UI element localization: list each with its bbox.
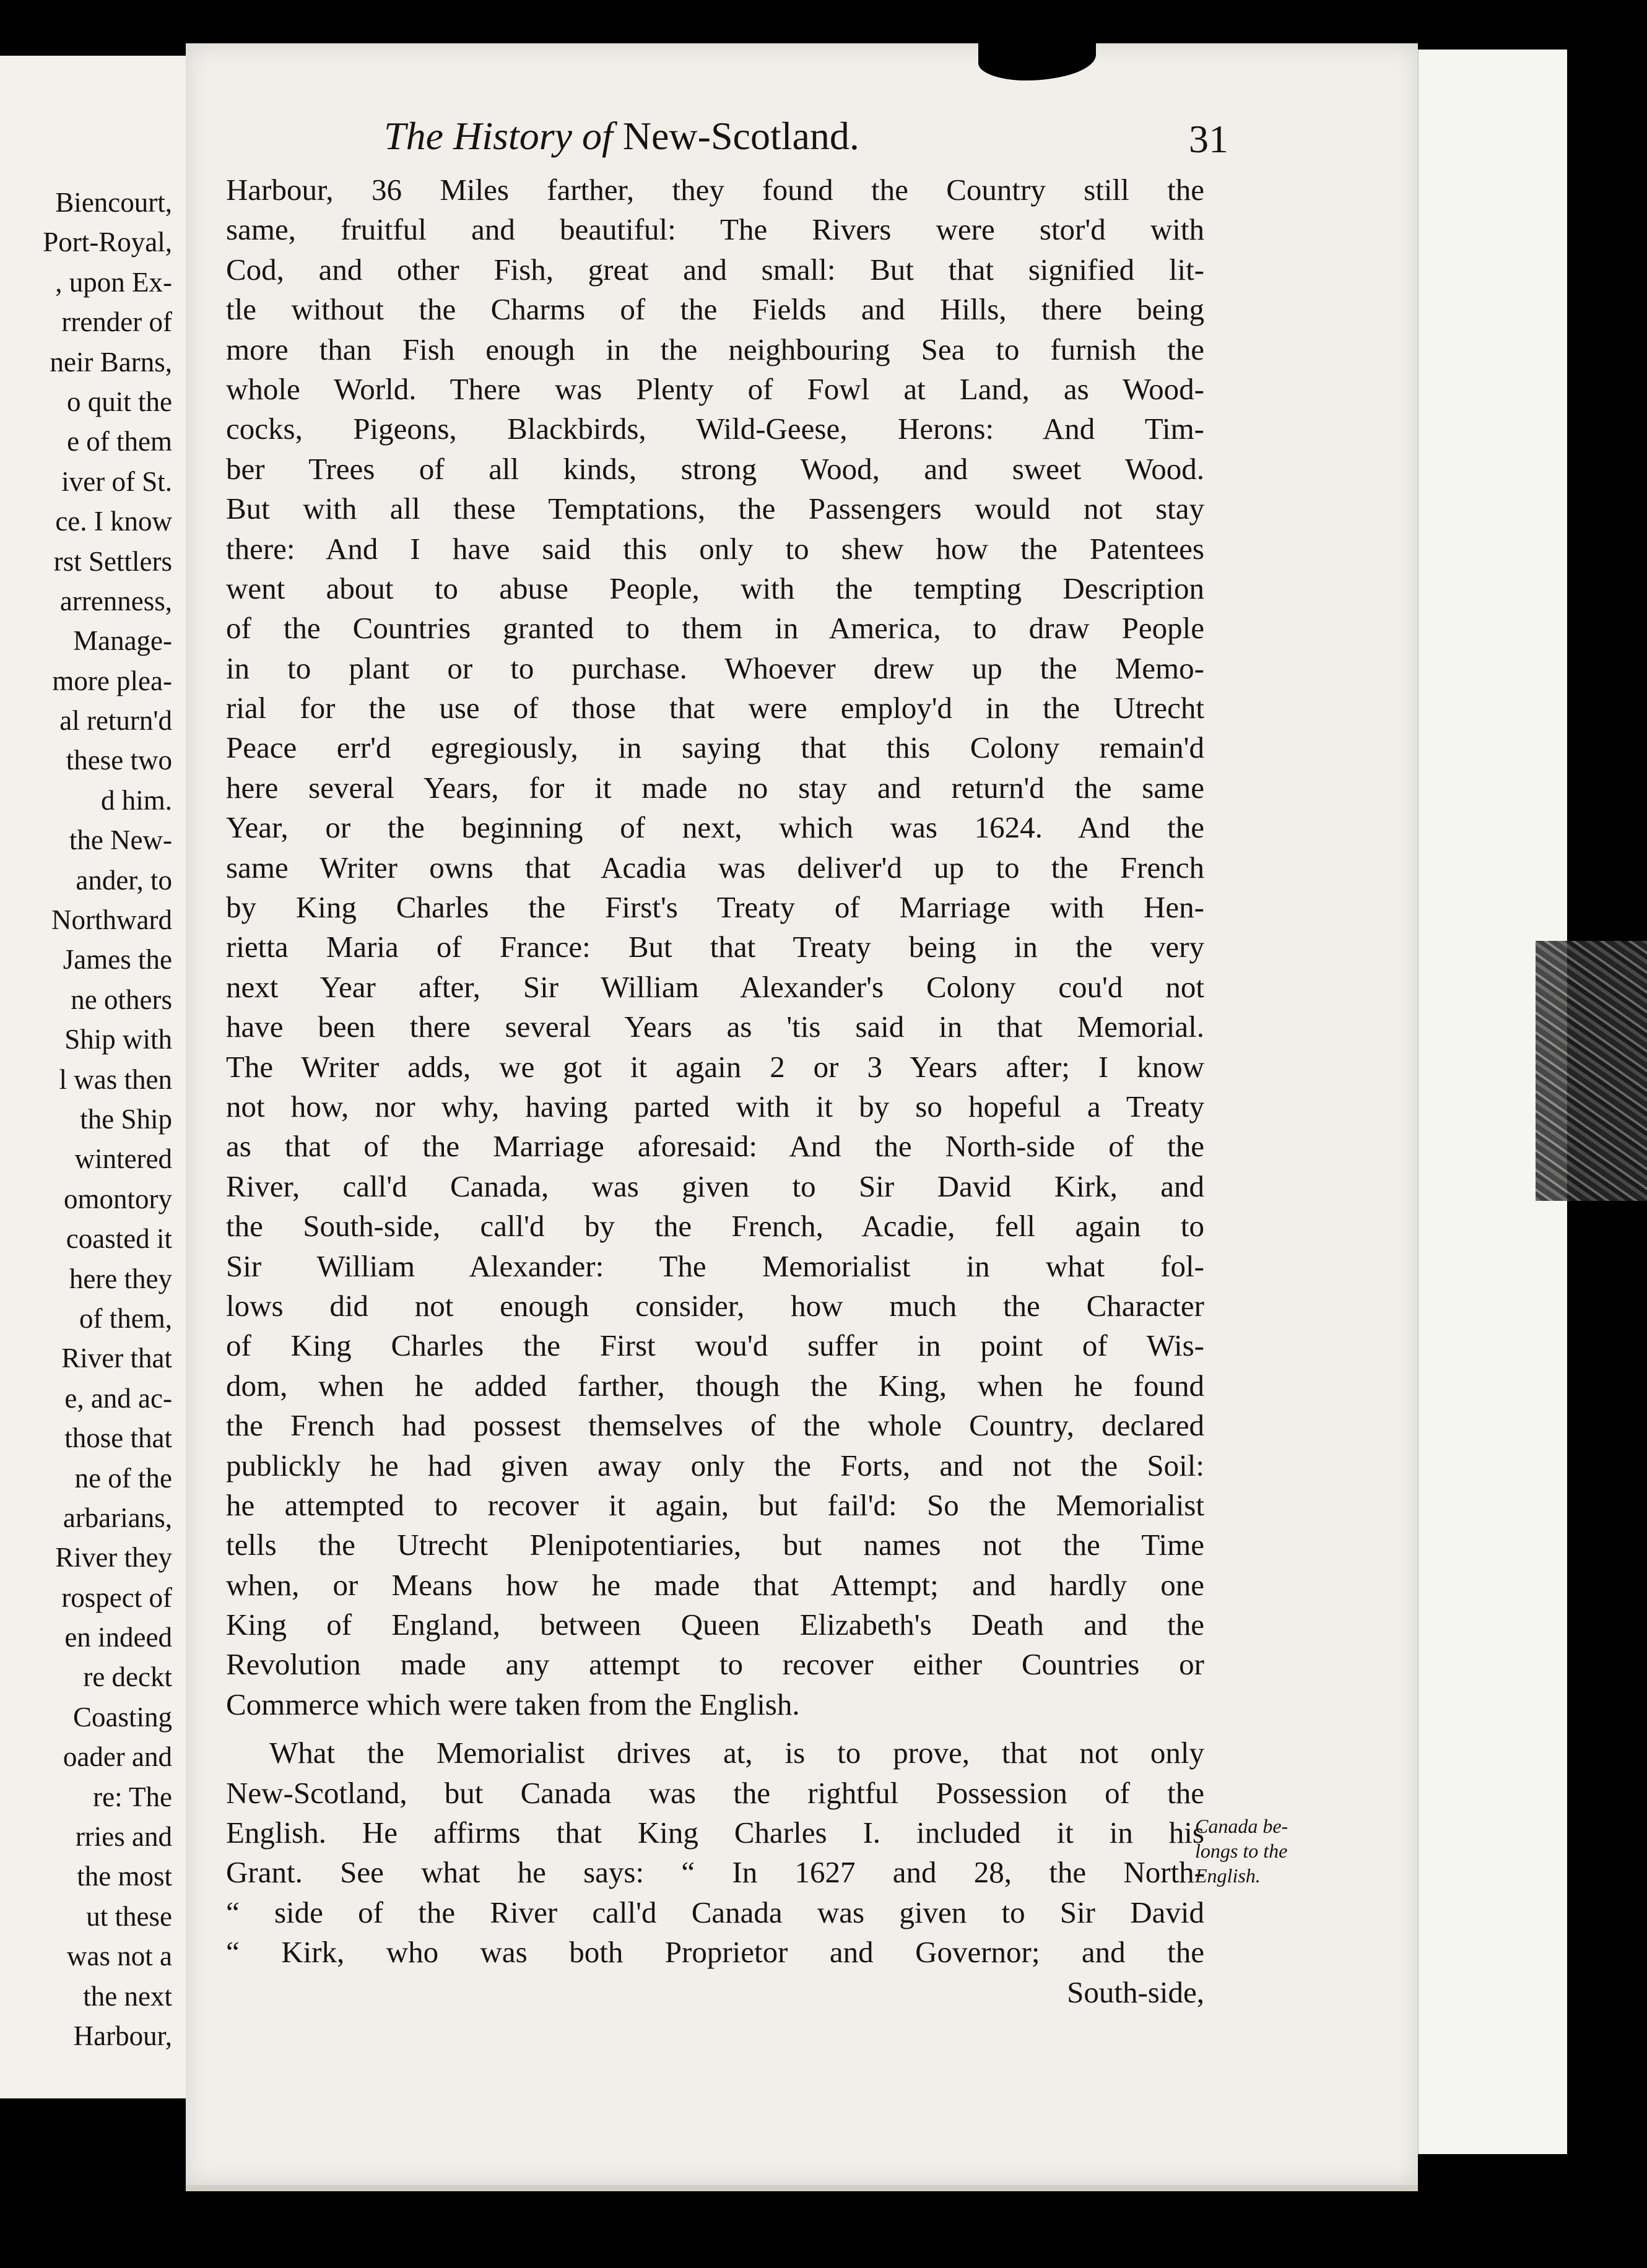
text-line: “ Kirk, who was both Proprietor and Governor; and the [226, 1935, 1204, 1970]
text-line: Revolution made any attempt to recover either Countries or [226, 1647, 1204, 1682]
left-page-line: neir Barns, [50, 346, 172, 378]
left-page-line: Ship with [64, 1024, 172, 1055]
left-page-line: re: The [93, 1781, 172, 1812]
text-line: dom, when he added farther, though the King, when he found [226, 1368, 1204, 1403]
left-page-line: e of them [67, 426, 172, 457]
text-line: What the Memorialist drives at, is to prove, that not only [269, 1736, 1204, 1770]
left-page-line: River they [55, 1542, 172, 1573]
text-line: same, fruitful and beautiful: The Rivers were stor'd with [226, 212, 1204, 247]
text-line: Year, or the beginning of next, which was 1624. And the [226, 810, 1204, 845]
text-line: in to plant or to purchase. Whoever drew up the Memo- [226, 651, 1204, 685]
text-line: Sir William Alexander: The Memorialist in what fol- [226, 1249, 1204, 1283]
text-line: “ side of the River call'd Canada was given to Sir David [226, 1895, 1204, 1929]
left-page-line: these two [66, 745, 172, 776]
text-line: The Writer adds, we got it again 2 or 3 Years after; I know [226, 1049, 1204, 1084]
text-line: next Year after, Sir William Alexander's Colony cou'd not [226, 969, 1204, 1004]
left-page-line: the Ship [80, 1103, 172, 1135]
left-page-line: more plea- [52, 665, 172, 696]
text-line: River, call'd Canada, was given to Sir David Kirk, and [226, 1169, 1204, 1203]
text-line: by King Charles the First's Treaty of Marriage with Hen- [226, 890, 1204, 925]
book-page [186, 43, 1418, 2191]
page-number: 31 [1189, 117, 1228, 161]
margin-note [1195, 1814, 1344, 1888]
left-page-line: ander, to [76, 864, 172, 896]
left-page-line: re deckt [83, 1661, 172, 1693]
left-page-line: rospect of [61, 1582, 172, 1613]
text-line: rial for the use of those that were employ'd in the Utrecht [226, 691, 1204, 725]
running-head-italic: The History of [384, 114, 613, 158]
text-line: have been there several Years as 'tis said in that Memorial. [226, 1010, 1204, 1044]
left-page-line: the New- [69, 825, 172, 856]
left-page-line: Harbour, [73, 2020, 172, 2051]
text-line: when, or Means how he made that Attempt; and hardly one [226, 1567, 1204, 1602]
catchword: South-side, [1067, 1975, 1204, 2009]
left-page-line: Port-Royal, [43, 227, 172, 258]
left-page-line: ne others [71, 984, 172, 1015]
left-page-line: e, and ac- [64, 1382, 172, 1414]
left-page-line: d him. [100, 784, 172, 816]
left-page-line: ne of the [74, 1462, 172, 1494]
left-page-line: Manage- [73, 625, 172, 657]
text-line: went about to abuse People, with the tempting Description [226, 571, 1204, 605]
left-page-line: omontory [64, 1183, 172, 1214]
text-line: Harbour, 36 Miles farther, they found the Country still the [226, 173, 1204, 207]
text-line: he attempted to recover it again, but fail'd: So the Memorialist [226, 1487, 1204, 1522]
left-page-text-column [0, 183, 172, 2056]
left-page-line: those that [64, 1422, 172, 1454]
text-line: rietta Maria of France: But that Treaty being in the very [226, 930, 1204, 964]
text-line: ber Trees of all kinds, strong Wood, and sweet Wood. [226, 451, 1204, 486]
text-line: King of England, between Queen Elizabeth's Death and the [226, 1608, 1204, 1642]
text-line: New-Scotland, but Canada was the rightful Possession of the [226, 1775, 1204, 1810]
left-page-line: of them, [79, 1302, 172, 1334]
text-line: English. He affirms that King Charles I. included it in his [226, 1816, 1204, 1850]
left-page-line: the next [83, 1980, 172, 2012]
left-page-line: iver of St. [61, 465, 172, 497]
left-page-line: ce. I know [55, 506, 172, 537]
left-page-line: Biencourt, [55, 187, 172, 218]
text-line: the South-side, call'd by the French, Acadie, fell again to [226, 1209, 1204, 1244]
left-page-line: rst Settlers [53, 545, 172, 577]
margin-note-line: longs to the [1195, 1840, 1288, 1862]
left-page-line: oader and [63, 1741, 172, 1773]
left-page-line: ut these [86, 1900, 172, 1932]
text-line: tells the Utrecht Plenipotentiaries, but names not the Time [226, 1528, 1204, 1562]
left-page-line: arrenness, [59, 585, 172, 617]
left-page-line: en indeed [64, 1622, 172, 1653]
text-line: Grant. See what he says: “ In 1627 and 28, the North- [226, 1855, 1204, 1890]
text-line: the French had possest themselves of the whole Country, declared [226, 1408, 1204, 1443]
left-page-line: wintered [74, 1143, 172, 1175]
text-line: lows did not enough consider, how much the Character [226, 1288, 1204, 1323]
left-page-line: Coasting [72, 1701, 172, 1733]
text-line: more than Fish enough in the neighbouring Sea to furnish the [226, 332, 1204, 366]
text-line: same Writer owns that Acadia was deliver'd up to the French [226, 850, 1204, 885]
text-line: But with all these Temptations, the Passengers would not stay [226, 491, 1204, 526]
left-page-line: al return'd [59, 705, 172, 737]
left-page-line: o quit the [67, 386, 172, 417]
left-page-line: here they [69, 1263, 172, 1294]
text-line: Cod, and other Fish, great and small: But that signified lit- [226, 252, 1204, 287]
left-page-line: rries and [75, 1821, 172, 1853]
left-page-line: Northward [51, 904, 172, 936]
body-text [226, 170, 1204, 2012]
left-page-fragment [0, 56, 191, 2098]
margin-note-line: Canada be- [1195, 1815, 1288, 1837]
left-page-line: the most [77, 1861, 172, 1892]
text-line: Peace err'd egregiously, in saying that this Colony remain'd [226, 730, 1204, 765]
text-line: publickly he had given away only the Forts, and not the Soil: [226, 1448, 1204, 1482]
left-page-line: rrender of [61, 306, 172, 338]
left-page-line: , upon Ex- [55, 266, 172, 298]
left-page-line: l was then [59, 1063, 172, 1095]
left-page-line: River that [61, 1343, 172, 1374]
running-head-roman: New-Scotland. [622, 114, 859, 158]
text-line: tle without the Charms of the Fields and Hills, there being [226, 292, 1204, 327]
text-line: of King Charles the First wou'd suffer in point of Wis- [226, 1328, 1204, 1363]
text-line: Commerce which were taken from the English. [226, 1687, 800, 1721]
left-page-line: James the [63, 944, 172, 976]
left-page-line: was not a [67, 1941, 172, 1972]
margin-note-line: English. [1195, 1864, 1261, 1887]
text-line: not how, nor why, having parted with it by so hopeful a Treaty [226, 1089, 1204, 1123]
text-line: as that of the Marriage aforesaid: And the North-side of the [226, 1129, 1204, 1164]
left-page-line: coasted it [66, 1223, 172, 1255]
left-page-line: arbarians, [63, 1502, 172, 1533]
text-line: there: And I have said this only to shew how the Patentees [226, 531, 1204, 566]
text-line: whole World. There was Plenty of Fowl at Land, as Wood- [226, 371, 1204, 406]
text-line: of the Countries granted to them in America, to draw People [226, 611, 1204, 646]
text-line: cocks, Pigeons, Blackbirds, Wild-Geese, Herons: And Tim- [226, 412, 1204, 446]
running-head [384, 102, 1251, 170]
page-tear [978, 37, 1096, 80]
text-line: here several Years, for it made no stay and return'd the same [226, 770, 1204, 805]
background-noise [1536, 941, 1647, 1201]
